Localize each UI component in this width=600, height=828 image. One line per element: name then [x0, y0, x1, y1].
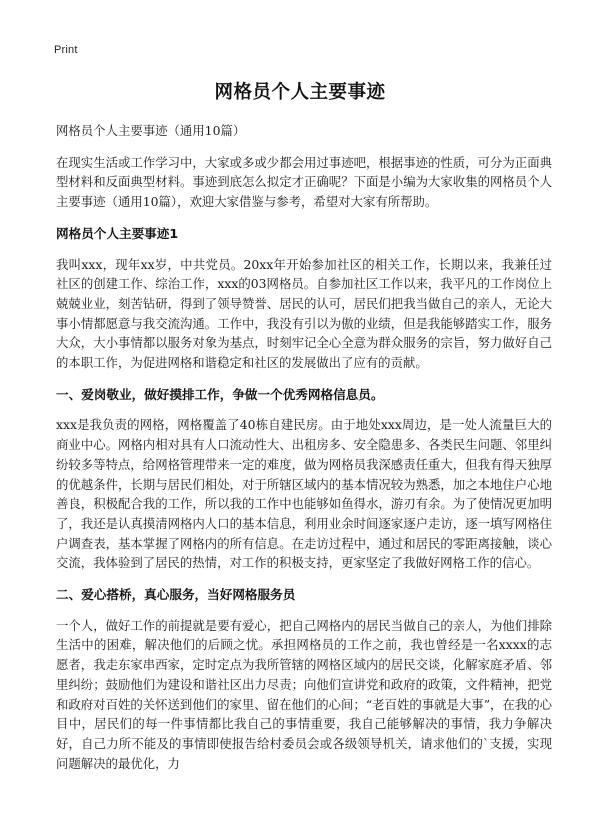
body-paragraph: 我叫xxx，现年xx岁，中共党员。20xx年开始参加社区的相关工作，长期以来，我兼任过社区的创建工作、综治工作，xxx的03网格员。自参加社区工作以来，我平凡的工作岗位上兢兢业业，刻苦钻研，得到了领导赞誉、居民的认可，居民们把我当做自己的亲人，无论大事小情都愿意与我交流沟通。工作中，我没有引以为傲的业绩，但是我能够踏实工作，服务大众，大小事情都以服务对象为基点，时刻牢记全心全意为群众服务的宗旨，努力做好自己的本职工作，为促进网格和谐稳定和社区的发展做出了应有的贡献。	[56, 256, 552, 371]
intro-paragraph: 在现实生活或工作学习中，大家或多或少都会用过事迹吧，根据事迹的性质，可分为正面典型材料和反面典型材料。事迹到底怎么拟定才正确呢？下面是小编为大家收集的网格员个人主要事迹（通用10篇），欢迎大家借鉴与参考，希望对大家有所帮助。	[56, 154, 552, 210]
subheading: 一、爱岗敬业，做好摸排工作，争做一个优秀网格信息员。	[56, 386, 384, 402]
page-title: 网格员个人主要事迹	[214, 82, 386, 103]
section-heading: 网格员个人主要事迹1	[56, 225, 179, 241]
document-body	[56, 121, 552, 785]
body-paragraph: xxx是我负责的网格，网格覆盖了40栋自建民房。由于地处xxx周边，是一处人流量巨大的商业中心。网格内相对具有人口流动性大、出租房多、安全隐患多、各类民生问题、邻里纠纷较多等特点，给网格管理带来一定的难度，做为网格员我深感责任重大，但我有得天独厚的优越条件，长期与居民们相处，对于所辖区域内的基本情况较为熟悉，加之本地住户心地善良，积极配合我的工作，所以我的工作中也能够如鱼得水，游刃有余。为了使情况更加明了，我还是认真摸清网格内人口的基本信息，利用业余时间逐家逐户走访，逐一填写网格住户调查表，基本掌握了网格内的所有信息。在走访过程中，通过和居民的零距离接触，谈心交流，我体验到了居民的热情，对工作的积极支持，更家坚定了我做好网格工作的信心。	[56, 417, 552, 571]
document-subtitle: 网格员个人主要事迹（通用10篇）	[56, 123, 246, 138]
print-label[interactable]: Print	[54, 44, 78, 56]
body-paragraph: 一个人，做好工作的前提就是要有爱心，把自己网格内的居民当做自己的亲人，为他们排除生活中的困难，解决他们的后顾之忧。承担网格员的工作之前，我也曾经是一名xxxx的志愿者，我走东家串西家，定时定点为我所管辖的网格区域内的居民交谈，化解家庭矛盾、邻里纠纷；鼓励他们为建设和谐社区出力尽责；向他们宣讲党和政府的政策，文件精神，把党和政府对百姓的关怀送到他们的家里、留在他们的心间；“老百姓的事就是大事”，在我的心目中，居民们的每一件事情都比我自己的事情重要，我自己能够解决的事情，我力争解决好，自己力所不能及的事情即使报告给村委员会或各级领导机关，请求他们的`支援，实现问题解决的最优化，力	[56, 617, 552, 771]
subheading: 二、爱心搭桥，真心服务，当好网格服务员	[56, 587, 296, 603]
